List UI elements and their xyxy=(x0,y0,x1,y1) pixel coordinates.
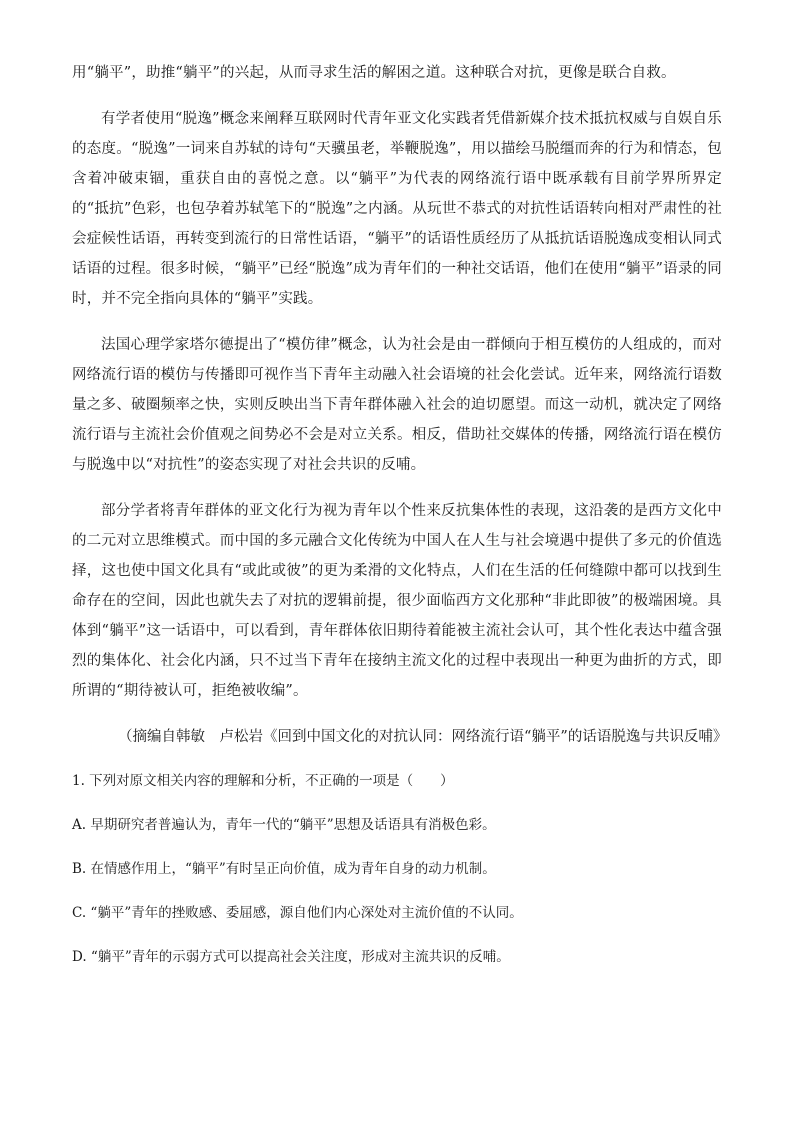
option-d: D. “躺平”青年的示弱方式可以提高社会关注度，形成对主流共识的反哺。 xyxy=(72,949,510,965)
paragraph-tuoyi: 有学者使用“脱逸”概念来阐释互联网时代青年亚文化实践者凭借新媒介技术抵抗权威与自娱自乐的态度。“脱逸”一词来自苏轼的诗句“天骥虽老，举鞭脱逸”，用以描绘马脱缰而奔的行为和情态，包含着冲破束锢，重获自由的喜悦之意。以“躺平”为代表的网络流行语中既承载有目前学界所界定的“抵抗”色彩，也包孕着苏轼笔下的“脱逸”之内涵。从玩世不恭式的对抗性话语转向相对严肃性的社会症候性话语，再转变到流行的日常性话语，“躺平”的话语性质经历了从抵抗话语脱逸成变相认同式话语的过程。很多时候，“躺平”已经“脱逸”成为青年们的一种社交话语，他们在使用“躺平”语录的同时，并不完全指向具体的“躺平”实践。 xyxy=(72,111,722,307)
document-page xyxy=(72,58,728,972)
option-b: B. 在情感作用上，“躺平”有时呈正向价值，成为青年自身的动力机制。 xyxy=(72,861,496,877)
paragraph-continued: 用“躺平”，助推“躺平”的兴起，从而寻求生活的解困之道。这种联合对抗，更像是联合自救。 xyxy=(72,65,676,81)
paragraph-chinese-culture: 部分学者将青年群体的亚文化行为视为青年以个性来反抗集体性的表现，这沿袭的是西方文化中的二元对立思维模式。而中国的多元融合文化传统为中国人在人生与社会境遇中提供了多元的价值选择，这也使中国文化具有“或此或彼”的更为柔滑的文化特点，人们在生活的任何缝隙中都可以找到生命存在的空间，因此也就失去了对抗的逻辑前提，很少面临西方文化那种“非此即彼”的极端困境。具体到“躺平”这一话语中，可以看到，青年群体依旧期待着能被主流社会认可，其个性化表达中蕴含强烈的集体化、社会化内涵，只不过当下青年在接纳主流文化的过程中表现出一种更为曲折的方式，即所谓的“期待被认可，拒绝被收编”。 xyxy=(72,503,722,699)
question-stem: 1. 下列对原文相关内容的理解和分析，不正确的一项是（ ） xyxy=(72,773,454,789)
source-citation: （摘编自韩敏 卢松岩《回到中国文化的对抗认同：网络流行语“躺平”的话语脱逸与共识反哺》 xyxy=(118,729,728,745)
paragraph-imitation-law: 法国心理学家塔尔德提出了“模仿律”概念，认为社会是由一群倾向于相互模仿的人组成的，而对网络流行语的模仿与传播即可视作当下青年主动融入社会语境的社会化尝试。近年来，网络流行语数量之多、破圈频率之快，实则反映出当下青年群体融入社会的迫切愿望。而这一动机，就决定了网络流行语与主流社会价值观之间势必不会是对立关系。相反，借助社交媒体的传播，网络流行语在模仿与脱逸中以“对抗性”的姿态实现了对社会共识的反哺。 xyxy=(72,337,722,473)
option-c: C. “躺平”青年的挫败感、委屈感，源自他们内心深处对主流价值的不认同。 xyxy=(72,905,523,921)
option-a: A. 早期研究者普遍认为，青年一代的“躺平”思想及话语具有消极色彩。 xyxy=(72,817,496,833)
